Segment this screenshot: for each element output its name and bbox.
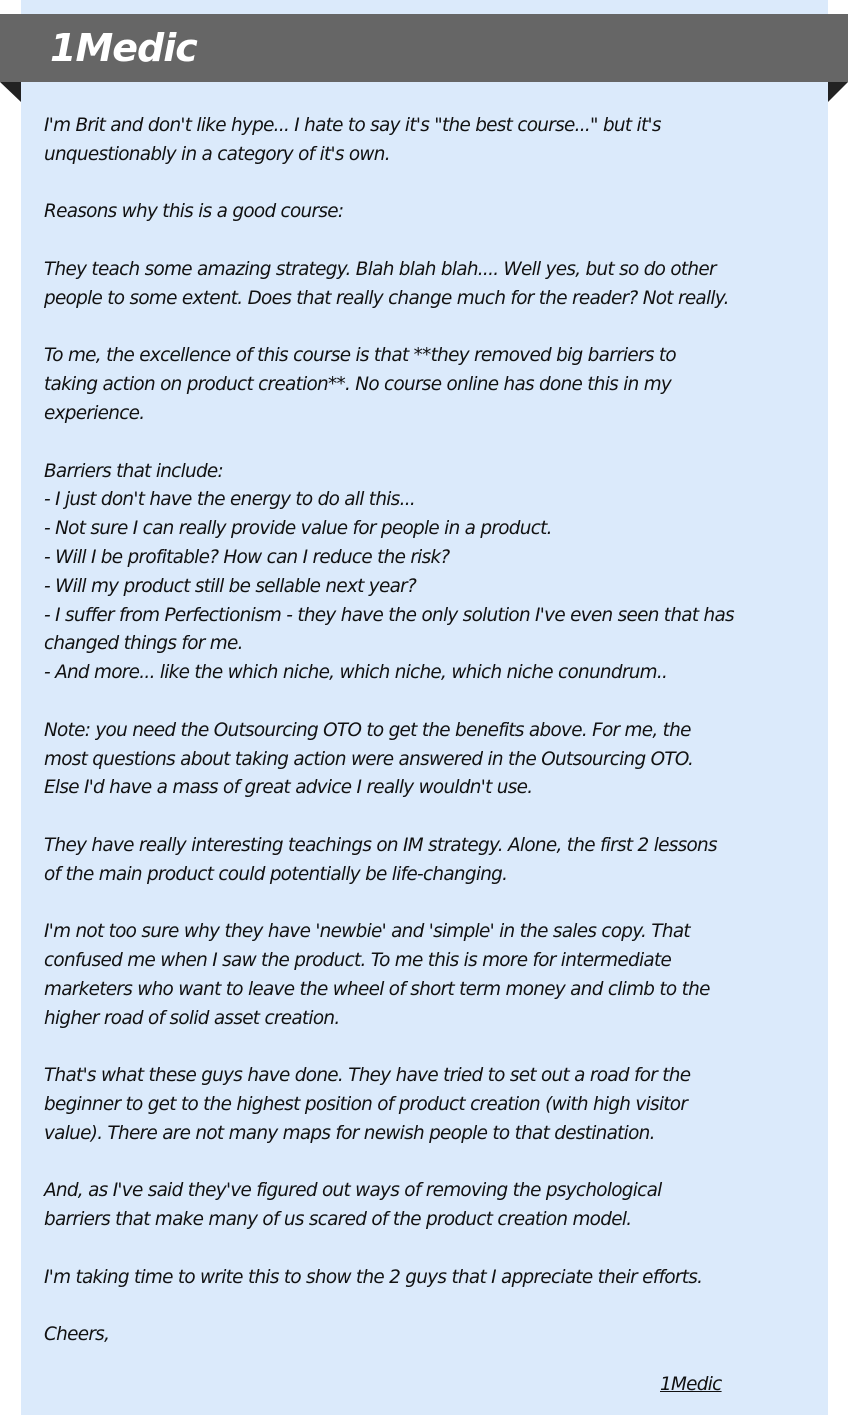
paragraph-teachings: They have really interesting teachings on IM strategy. Alone, the first 2 lessons of the main product could potentially be life-changing. bbox=[44, 834, 717, 885]
ribbon-fold-left bbox=[0, 82, 21, 102]
paragraph-strategy: They teach some amazing strategy. Blah blah blah.... Well yes, but so do other people to some extent. Does that really change much for the reader? Not really. bbox=[44, 258, 729, 309]
paragraph-reasons-heading: Reasons why this is a good course: bbox=[44, 201, 344, 223]
paragraph-barriers-list: Barriers that include: - I just don't have the energy to do all this... - Not sure I can really provide value for people in a product. - Will I be profitable? How can I reduce the risk? - Will my product still be sellable next year? - I suffer from Perfectionism - they have the only solution I've even seen that has changed things for me. - And more... like the which niche, which niche, which niche conundrum.. bbox=[44, 458, 816, 688]
paragraph-psychological: And, as I've said they've figured out ways of removing the psychological barriers that make many of us scared of the product creation model. bbox=[44, 1180, 662, 1231]
header-banner bbox=[0, 14, 848, 82]
list-item: - Will I be profitable? How can I reduce the risk? bbox=[44, 546, 450, 568]
paragraph-note: Note: you need the Outsourcing OTO to get the benefits above. For me, the most questions about taking action were answered in the Outsourcing OTO. Else I'd have a mass of great advice I really wouldn't use. bbox=[44, 719, 694, 799]
ribbon-fold-right bbox=[828, 82, 848, 102]
testimonial-body bbox=[44, 112, 816, 1379]
paragraph-intro: I'm Brit and don't like hype... I hate to say it's "the best course..." but it's unquestionably in a category of it's own. bbox=[44, 115, 661, 165]
paragraph-newbie: I'm not too sure why they have 'newbie' and 'simple' in the sales copy. That confused me when I saw the product. To me this is more for intermediate marketers who want to leave the wheel of short term money and climb to the higher road of solid asset creation. bbox=[44, 921, 710, 1029]
list-item: - Will my product still be sellable next year? bbox=[44, 575, 417, 597]
list-item: - Not sure I can really provide value for people in a product. bbox=[44, 518, 552, 540]
paragraph-thanks: I'm taking time to write this to show the 2 guys that I appreciate their efforts. bbox=[44, 1266, 703, 1288]
list-item: - I just don't have the energy to do all this... bbox=[44, 489, 416, 511]
author-title: 1Medic bbox=[50, 26, 197, 70]
list-item: - I suffer from Perfectionism - they have the only solution I've even seen that has bbox=[44, 604, 734, 626]
paragraph-excellence: To me, the excellence of this course is that **they removed big barriers to taking action on product creation**. No course online has done this in my experience. bbox=[44, 345, 676, 424]
list-item: - And more... like the which niche, which niche, which niche conundrum.. bbox=[44, 662, 668, 684]
paragraph-closing: Cheers, bbox=[44, 1324, 110, 1346]
paragraph-road: That's what these guys have done. They have tried to set out a road for the beginner to get to the highest position of product creation (with high visitor value). There are not many maps for newish people to that destination. bbox=[44, 1065, 691, 1144]
signature-link[interactable]: 1Medic bbox=[660, 1374, 722, 1395]
